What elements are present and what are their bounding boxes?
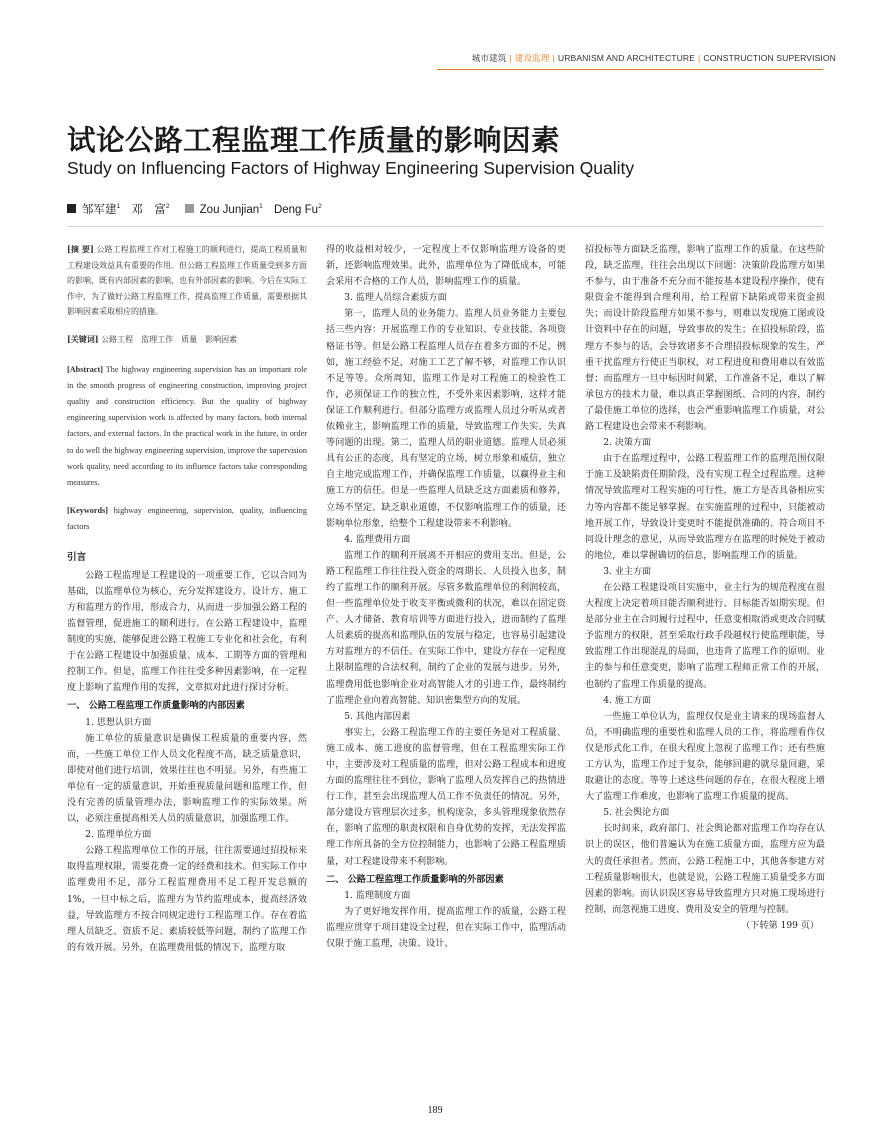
column-1	[67, 242, 307, 956]
abstract-en: [Abstract] The highway engineering supervision has an important role in the smooth progress of engineering construction, improving project quality and construction efficiency. But the quality of highway engineering supervision work is affected by many factors, both internal factors, and external factors. In the practical work in the future, in order to do well the highway engineering supervision, improve the supervision work quality, need according to its influence factors take corresponding measures.	[67, 364, 308, 487]
title-divider	[67, 226, 823, 227]
section-2-5-title: 5. 社会舆论方面	[603, 808, 670, 819]
section-1-2-text-a: 公路工程监理单位工作的开展，往往需要通过招投标来取得监理权限，需要花费一定的经费和技术。但实际工作中监理费用不足，部分工程监理费用不足工程开发总额的 1%，一旦中标之后，监理方为节约监理成本，提高经济效益，导致监理方不按合同规定进行工程监理工作。存在着监理人员缺乏、资质不足、素质较低等问题，制约了监理工作的有效开展。另外，在监理费用低的情况下，监理方取	[67, 846, 307, 953]
journal-header: 城市建筑 | 建设监理 | URBANISM AND ARCHITECTURE | CONSTRUCTION SUPERVISION	[471, 53, 836, 63]
section-2-2-text: 由于在监理过程中，公路工程监理工作的监理范围仅限于施工及缺陷责任期阶段，没有实现工程全过程监理。这种情况导致监理对工程实施的可行性，施工方是否具备相应实力等内容都不能足够掌握。在实施监理的过程中，只能被动地开展工作，导致设计变更时不能提供准确的、符合项目不同设计理念的意见，从而导致监理方在监理的时候处于被动的地位，难以掌握确切的信息，影响监理工作的质量。	[585, 454, 825, 561]
section-2-1-title: 1. 监理制度方面	[344, 890, 411, 901]
continued-note: （下转第 199 页）	[741, 920, 819, 931]
section-2-5-text: 长时间来，政府部门、社会舆论都对监理工作均存在认识上的误区，他们普遍认为在施工质量方面，监理方应为最大的责任承担者。然而，公路工程施工中，其他各参建方对工程质量影响很大，也就是说，公路工程施工质量受多方面因素的影响。而认识误区容易导致监理方只对施工现场进行控制，而忽视施工进度、费用及安全的管理与控制。	[585, 824, 825, 915]
section-1-1-text: 施工单位的质量意识是确保工程质量的重要内容，然而，一些施工单位工作人员文化程度不高，缺乏质量意识，即使对他们进行培训，效果往往也不明显。另外，有些施工单位有一定的质量意识，开始重视质量问题和监理工作，但没有完善的质量管理办法，影响监理工作的实际效果。所以，必须注重提高相关人员的质量意识，加强监理工作。	[67, 733, 307, 825]
section-2-2-title: 2. 决策方面	[603, 438, 652, 449]
section-1-heading: 一、 公路工程监理工作质量影响的内部因素	[67, 700, 245, 712]
author-en-1: Zou Junjian$^1$	[199, 203, 263, 216]
keywords-en: [Keywords] highway engineering, supervision, quality, influencing factors	[67, 506, 307, 532]
page-number: 189	[427, 1105, 443, 1116]
section-1-3-text: 第一，监理人员的业务能力。监理人员业务能力主要包括三些内容：开展监理工作的专业知识、专业技能、各项资格证书等。但是公路工程监理人员存在着多方面的不足，例如，施工经验不足，对施工工艺了解不够，对监理工作认识不足等等。众所周知，监理工作是对工程施工的检验性工作，必须保证工作的独立性，不受外来因素影响，这样才能保证工作顺利进行。但部分监理方或监理人员过分听从或者依赖业主，影响监理工作的质量，导致监理工作失实、失真等问题的出现。第二，监理人员的职业道德。监理人员必须具有公正的态度，具有坚定的立场，树立形象和威信，独立自主地完成监理工作，并确保监理工作质量，以赢得业主和施工方的信任。但是一些监理人员缺乏这方面素质和修养，立场不坚定、缺乏职业道德，不仅影响监理工作的质量，还影响单位形象，给整个工程建设带来不利影响。	[326, 309, 566, 529]
title-en: Study on Influencing Factors of Highway Engineering Supervision Quality	[67, 158, 635, 178]
section-2-4-title: 4. 施工方面	[603, 695, 652, 706]
column-2	[326, 242, 566, 952]
header-rule	[437, 69, 823, 70]
gray-square-icon	[185, 204, 194, 213]
section-1-4-text: 监理工作的顺利开展离不开相应的费用支出。但是，公路工程监理工作往往投入资金的周期长、人员投入也多，制约了监理工作的顺利开展。尽管多数监理单位的利润较高，但一些监理单位处于收支平衡或微利的状况，难以在固定资产、人才储备、教育培训等方面进行投入，进而制约了监理人员素质的提高和监理队伍的发展与稳定，也容易引起建设方对监理方的不信任。在实际工作中，建设方存在一定程度上限制监理的合法权利，制约了企业的发展与进步。另外，监理费用低也影响企业对高智能人才的引进工作，最终制约了监理企业向着高智能、知识密集型方向的发展。	[326, 550, 566, 706]
intro-paragraph: 公路工程监理是工程建设的一项重要工作，它以合同为基础，以监理单位为核心，充分发挥建设方、设计方、施工方和监理方的作用，形成合力，从而进一步加强公路工程的监督管理，促进施工的顺利进行。在公路工程建设中，监理制度的实施，能够促进公路工程施工专业化和社会化，有利于在公路工程建设中加强质量、成本、工期等方面的管理和控制工作。但是，监理工作往往受多种因素影响，在一定程度上影响了监理作用的发挥，文章拟对此进行探讨分析。	[67, 570, 307, 694]
section-1-1-title: 1. 思想认识方面	[85, 717, 152, 728]
header-category-cn: 城市建筑	[471, 53, 507, 63]
section-2-4-text: 一些施工单位认为，监理仅仅是业主请来的现场监督人员，不明确监理的重要性和监理人员的工作，将监理看作仅仅是形式化工作，在很大程度上忽视了监理工作；还有些施工方认为，监理工作过于复杂，能够回避的就尽量回避，采取避让的态度。等等上述这些问题的存在，在很大程度上增大了监理工作难度，也影响了监理工作质量的提高。	[585, 711, 825, 803]
author-cn-2: 邓 富$^2$	[131, 203, 170, 216]
section-1-5-text: 事实上，公路工程监理工作的主要任务是对工程质量、施工成本、施工进度的监督管理，但在工程监理实际工作中，主要涉及对工程质量的监理，但对公路工程成本和进度方面的监理往往不到位，影响了监理人员发挥自己的热情进行工作，甚至会出现监理人员工作不负责任的情况。另外，部分建设方管理层次过多，机构庞杂，多头管理现象依然存在，影响了监理的职责权限和自身优势的发挥，无法发挥监理工作所具备的全方位控制能力，也影响了公路工程监理质量，对工程建设带来不利影响。	[326, 727, 566, 867]
title-cn: 试论公路工程监理工作质量的影响因素	[67, 124, 561, 157]
author-cn-1: 邹军建$^1$	[82, 203, 121, 216]
header-category-en: URBANISM AND ARCHITECTURE	[557, 53, 696, 63]
black-square-icon	[67, 204, 76, 213]
section-2-heading: 二、 公路工程监理工作质量影响的外部因素	[326, 873, 504, 885]
intro-heading: 引言	[67, 551, 87, 563]
section-1-5-title: 5. 其他内部因素	[344, 711, 411, 722]
author-line	[67, 201, 330, 217]
section-1-2-text-b: 得的收益相对较少，一定程度上不仅影响监理方设备的更新，还影响监理效果。此外，监理单位为了降低成本，可能会采用不合格的工作人员，影响监理工作的质量。	[326, 245, 566, 288]
section-1-4-title: 4. 监理费用方面	[344, 534, 411, 545]
section-1-3-title: 3. 监理人员综合素质方面	[344, 293, 447, 304]
header-section-en: CONSTRUCTION SUPERVISION	[703, 53, 836, 63]
section-2-1-text-b: 招投标等方面缺乏监理，影响了监理工作的质量。在这些阶段，缺乏监理，往往会出现以下问题：决策阶段监理方如果不参与，由于准备不充分而不能按基本建设程序操作，使有限资金不能得到合理利用，给工程留下缺陷或带来资金损失；而设计阶段监理方如果不参与，则难以发现施工图或设计资料中存在的问题，导致事故的发生；在招投标阶段，监理方不参与的话，会导致诸多不合理招投标现象的发生，严重干扰监理方行使正当职权，对工程进度和费用难以有效监督；而监理方一旦中标因时间紧，工作准备不足，难以了解承包方的技术力量，难以真正掌握图纸、合同的内容，制约了最佳施工单位的选择，也会严重影响监理工作质量，对公路工程建设也会带来不利影响。	[585, 245, 825, 433]
section-2-1-text-a: 为了更好地发挥作用，提高监理工作的质量，公路工程监理应贯穿于项目建设全过程，但在实际工作中，监理活动仅限于施工监理，决策、设计、	[326, 906, 566, 950]
section-1-2-title: 2. 监理单位方面	[85, 830, 152, 841]
section-2-3-text: 在公路工程建设项目实施中，业主行为的规范程度在很大程度上决定着项目能否顺利进行、目标能否如期实现。但是部分业主在合同履行过程中，任意变相取消或更改合同赋予监理方的权限，甚至采取行政手段越权行使监理职能，导致监理工作出现混乱的局面，也违背了监理工作的原则。业主的参与和任意变更，影响了监理工程师正常工作的开展，也制约了监理工作质量的提高。	[585, 582, 825, 690]
column-3	[585, 242, 825, 934]
abstract-cn: [摘 要] 公路工程监理工作对工程施工的顺利进行，提高工程质量和工程建设效益具有重要的作用。但公路工程监理工作质量受到多方面的影响，既有内部因素的影响，也有外部因素的影响。今后在实际工作中，为了做好公路工程监理工作，提高监理工作质量，需要根据其影响因素采取相应的措施。	[67, 244, 308, 317]
author-en-2: Deng Fu$^2$	[273, 203, 322, 216]
section-2-3-title: 3. 业主方面	[603, 566, 652, 577]
keywords-cn: [关键词] 公路工程 监理工作 质量 影响因素	[67, 333, 238, 344]
header-section-cn: 建设监理	[514, 53, 550, 63]
